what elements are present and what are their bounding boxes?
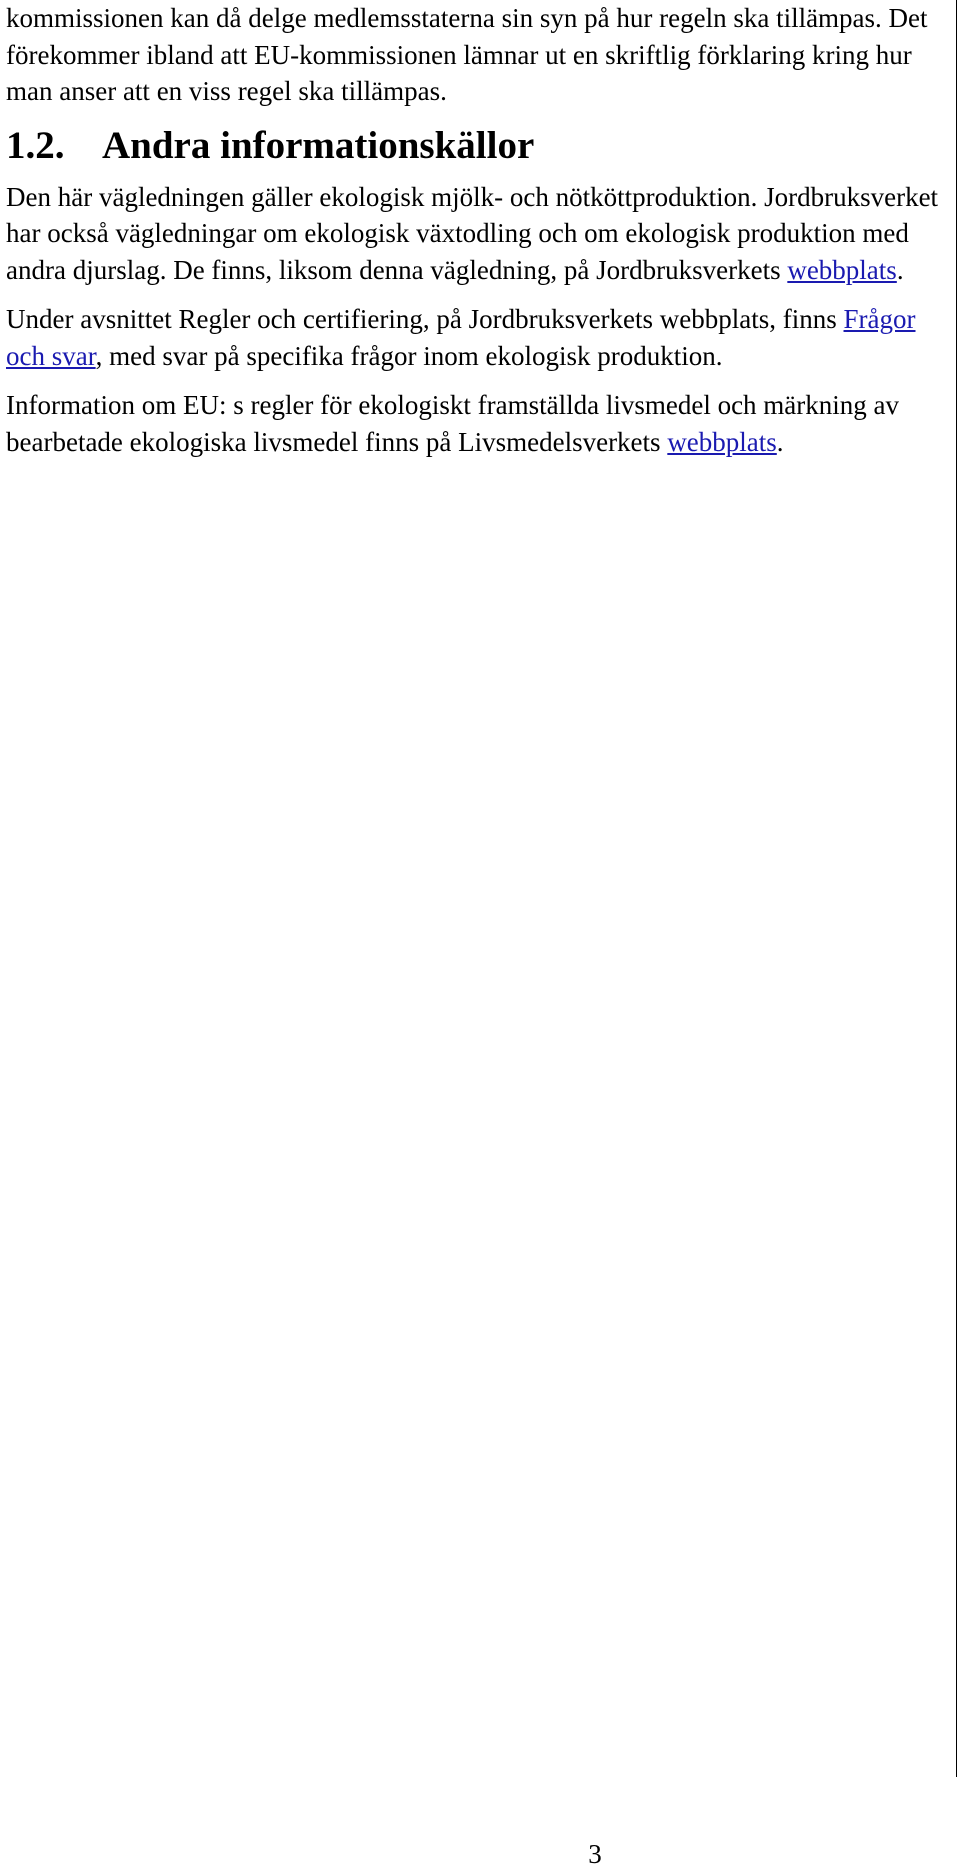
paragraph-livsmedel-before: Information om EU: s regler för ekologiskt framställda livsmedel och märkning av bearbetade ekologiska livsmedel finns på Livsmedelsverkets xyxy=(6,390,900,457)
section-number: 1.2. xyxy=(6,123,65,167)
paragraph-faq-before: Under avsnittet Regler och certifiering, på Jordbruksverkets webbplats, finns xyxy=(6,304,844,334)
intro-text: kommissionen kan då delge medlemsstaterna sin syn på hur regeln ska tillämpas. Det förekommer ibland att EU-kommissionen lämnar ut en skriftlig förklaring kring hur man anser att en viss regel ska tillämpas. xyxy=(6,3,928,106)
paragraph-livsmedel xyxy=(6,387,941,460)
paragraph-faq xyxy=(6,301,941,374)
right-margin-rule xyxy=(956,0,957,1777)
fragor-och-svar-link[interactable]: Frågor och svar xyxy=(6,304,916,371)
page-number: 3 xyxy=(588,1839,602,1869)
page-content xyxy=(6,0,941,460)
section-heading xyxy=(6,118,941,174)
section-title: Andra informationskällor xyxy=(102,123,535,167)
intro-paragraph xyxy=(6,0,941,110)
webbplats-link-jordbruksverket[interactable]: webbplats xyxy=(787,254,897,285)
webbplats-link-livsmedelsverket[interactable]: webbplats xyxy=(667,426,777,457)
paragraph-guidance-end: . xyxy=(896,254,904,285)
paragraph-faq-after: , med svar på specifika frågor inom ekologisk produktion. xyxy=(95,340,723,371)
paragraph-livsmedel-after: . xyxy=(776,426,784,457)
paragraph-guidance-text: Den här vägledningen gäller ekologisk mjölk- och nötköttproduktion. Jordbruksverket har också vägledningar om ekologisk växtodling och om ekologisk produktion med andra djurslag. De finns, liksom denna vägledning, på Jordbruksverkets xyxy=(6,181,939,285)
paragraph-guidance xyxy=(6,179,941,289)
